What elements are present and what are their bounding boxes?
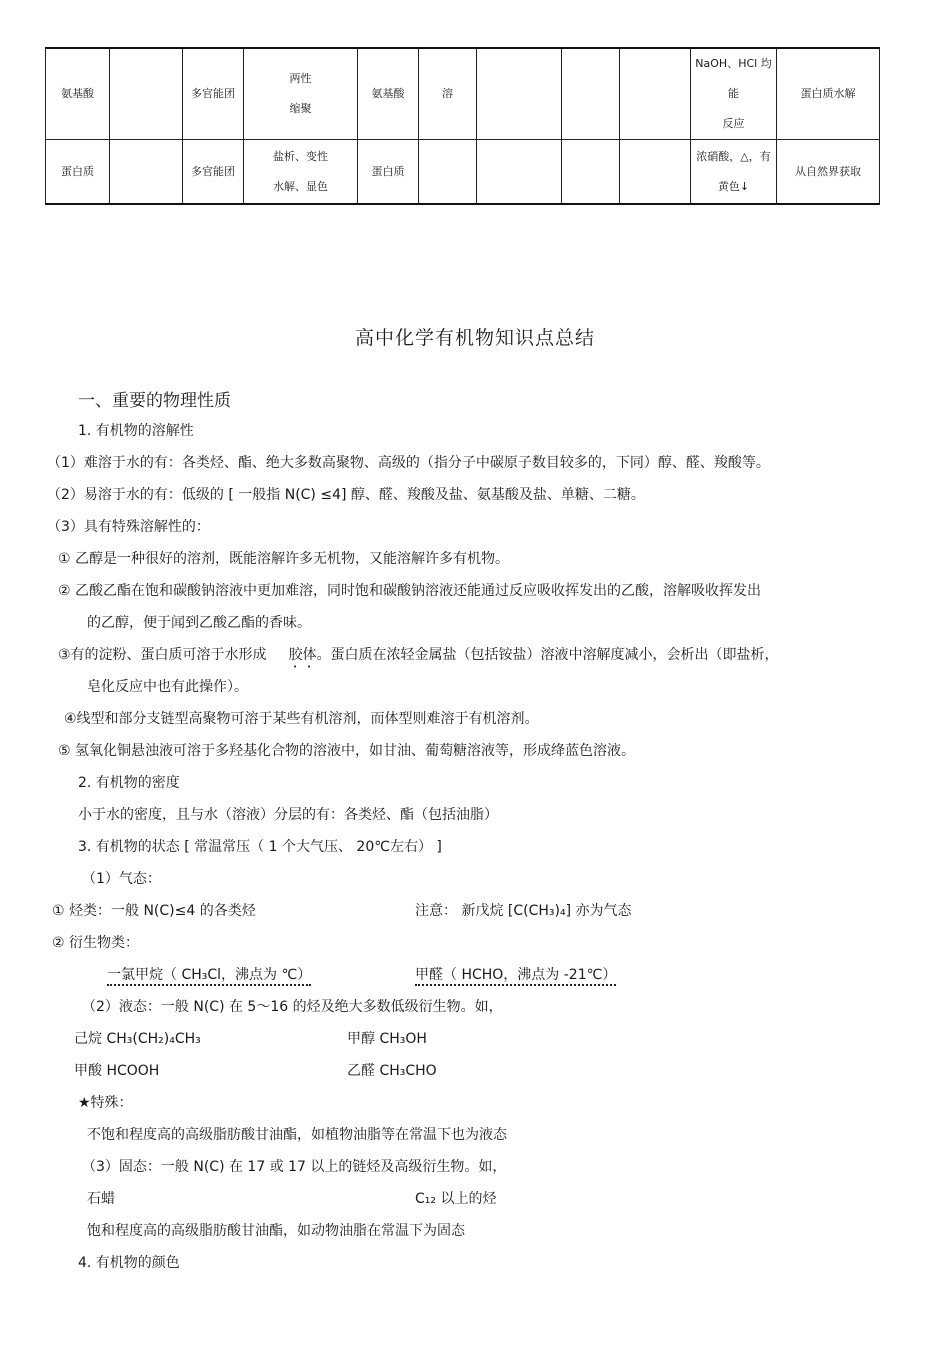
section-heading: 一、重要的物理性质: [78, 391, 231, 411]
paragraph: （1）气态：: [82, 871, 161, 887]
paragraph: ⑤ 氢氧化铜悬浊液可溶于多羟基化合物的溶液中，如甘油、葡萄糖溶液等，形成绛蓝色溶液。: [58, 743, 635, 759]
table-cell: [562, 140, 620, 205]
table-cell: 蛋白质: [358, 140, 419, 205]
property-table: [45, 47, 880, 205]
cell-line: 两性: [289, 72, 312, 85]
paragraph: [58, 644, 779, 671]
paragraph: C₁₂ 以上的烃: [415, 1191, 497, 1207]
table-cell: [419, 140, 477, 205]
table-cell: [691, 48, 777, 140]
subsection-heading: 2. 有机物的密度: [78, 775, 180, 791]
paragraph: ① 乙醇是一种很好的溶剂，既能溶解许多无机物，又能溶解许多有机物。: [58, 551, 509, 567]
table-cell: [244, 48, 358, 140]
paragraph: [415, 964, 616, 984]
cell-line: 浓硝酸，△，有: [696, 149, 771, 163]
table-cell: [691, 140, 777, 205]
paragraph: 甲酸 HCOOH: [74, 1063, 160, 1079]
paragraph: 注意： 新戊烷 [C(CH₃)₄] 亦为气态: [415, 903, 632, 919]
paragraph: [107, 964, 311, 984]
cell-line: 黄色↓: [717, 179, 750, 193]
cell-line: 水解、显色: [273, 179, 328, 193]
table-row: [46, 48, 880, 140]
table-cell: 从自然界获取: [777, 140, 880, 205]
paragraph: ① 烃类：一般 N(C)≤4 的各类烃: [52, 903, 256, 919]
paragraph: 己烷 CH₃(CH₂)₄CH₃: [74, 1031, 201, 1047]
table-cell: 蛋白质水解: [777, 48, 880, 140]
paragraph: 饱和程度高的高级脂肪酸甘油酯，如动物油脂在常温下为固态: [87, 1223, 465, 1239]
table-cell: [477, 140, 562, 205]
table-cell: [110, 140, 183, 205]
paragraph: 甲醇 CH₃OH: [347, 1031, 427, 1047]
table-cell: [620, 48, 691, 140]
cell-line: 缩聚: [289, 102, 312, 115]
table-cell: 多官能团: [183, 48, 244, 140]
text-run: 。蛋白质在浓轻金属盐（包括铵盐）溶液中溶解度减小，会析出（即盐析，: [316, 647, 779, 663]
paragraph: ② 乙酸乙酯在饱和碳酸钠溶液中更加难溶，同时饱和碳酸钠溶液还能通过反应吸收挥发出的乙酸，溶解吸收挥发出: [58, 583, 761, 599]
subsection-heading: 3. 有机物的状态 [ 常温常压（ 1 个大气压、 20℃左右） ]: [78, 839, 442, 855]
cell-line: NaOH、HCl 均能: [695, 57, 772, 100]
dotted-text: 一氯甲烷（ CH₃Cl，沸点为 ℃）: [107, 967, 311, 986]
table-cell: 多官能团: [183, 140, 244, 205]
dotted-text: 甲醛（ HCHO，沸点为 -21℃）: [415, 967, 616, 986]
subsection-heading: 1. 有机物的溶解性: [78, 423, 194, 439]
paragraph: 小于水的密度，且与水（溶液）分层的有：各类烃、酯（包括油脂）: [78, 807, 498, 823]
paragraph: 乙醛 CH₃CHO: [347, 1063, 437, 1079]
paragraph: （2）易溶于水的有：低级的 [ 一般指 N(C) ≤4] 醇、醛、羧酸及盐、氨基酸及盐、单糖、二糖。: [47, 487, 645, 503]
subsection-heading: 4. 有机物的颜色: [78, 1255, 180, 1271]
table-cell: [562, 48, 620, 140]
paragraph: ② 衍生物类：: [52, 935, 140, 951]
paragraph: 皂化反应中也有此操作）。: [87, 679, 248, 695]
paragraph: ★特殊：: [78, 1095, 133, 1111]
paragraph: 不饱和程度高的高级脂肪酸甘油酯，如植物油脂等在常温下也为液态: [87, 1127, 507, 1143]
paragraph: （2）液态：一般 N(C) 在 5～16 的烃及绝大多数低级衍生物。如，: [82, 999, 503, 1015]
paragraph: （3）固态：一般 N(C) 在 17 或 17 以上的链烃及高级衍生物。如，: [82, 1159, 507, 1175]
text-run: ③有的淀粉、蛋白质可溶于水形成: [58, 647, 267, 663]
table-cell: [244, 140, 358, 205]
table-cell: [110, 48, 183, 140]
table-cell: [477, 48, 562, 140]
paragraph: （3）具有特殊溶解性的：: [47, 519, 210, 535]
paragraph: ④线型和部分支链型高聚物可溶于某些有机溶剂，而体型则难溶于有机溶剂。: [64, 711, 539, 727]
table-cell: 溶: [419, 48, 477, 140]
paragraph: （1）难溶于水的有：各类烃、酯、绝大多数高聚物、高级的（指分子中碳原子数目较多的，下同）醇、醛、羧酸等。: [47, 455, 770, 471]
table-cell: 蛋白质: [46, 140, 110, 205]
table-cell: 氨基酸: [46, 48, 110, 140]
table-cell: [620, 140, 691, 205]
cell-line: 盐析、变性: [273, 149, 328, 163]
cell-line: 反应: [722, 117, 745, 130]
paragraph: 石蜡: [87, 1191, 115, 1207]
table-cell: 氨基酸: [358, 48, 419, 140]
table-row: [46, 140, 880, 205]
paragraph: 的乙醇，便于闻到乙酸乙酯的香味。: [87, 615, 311, 631]
emphasis-text: 胶体: [288, 647, 317, 663]
page-title: 高中化学有机物知识点总结: [354, 327, 595, 349]
